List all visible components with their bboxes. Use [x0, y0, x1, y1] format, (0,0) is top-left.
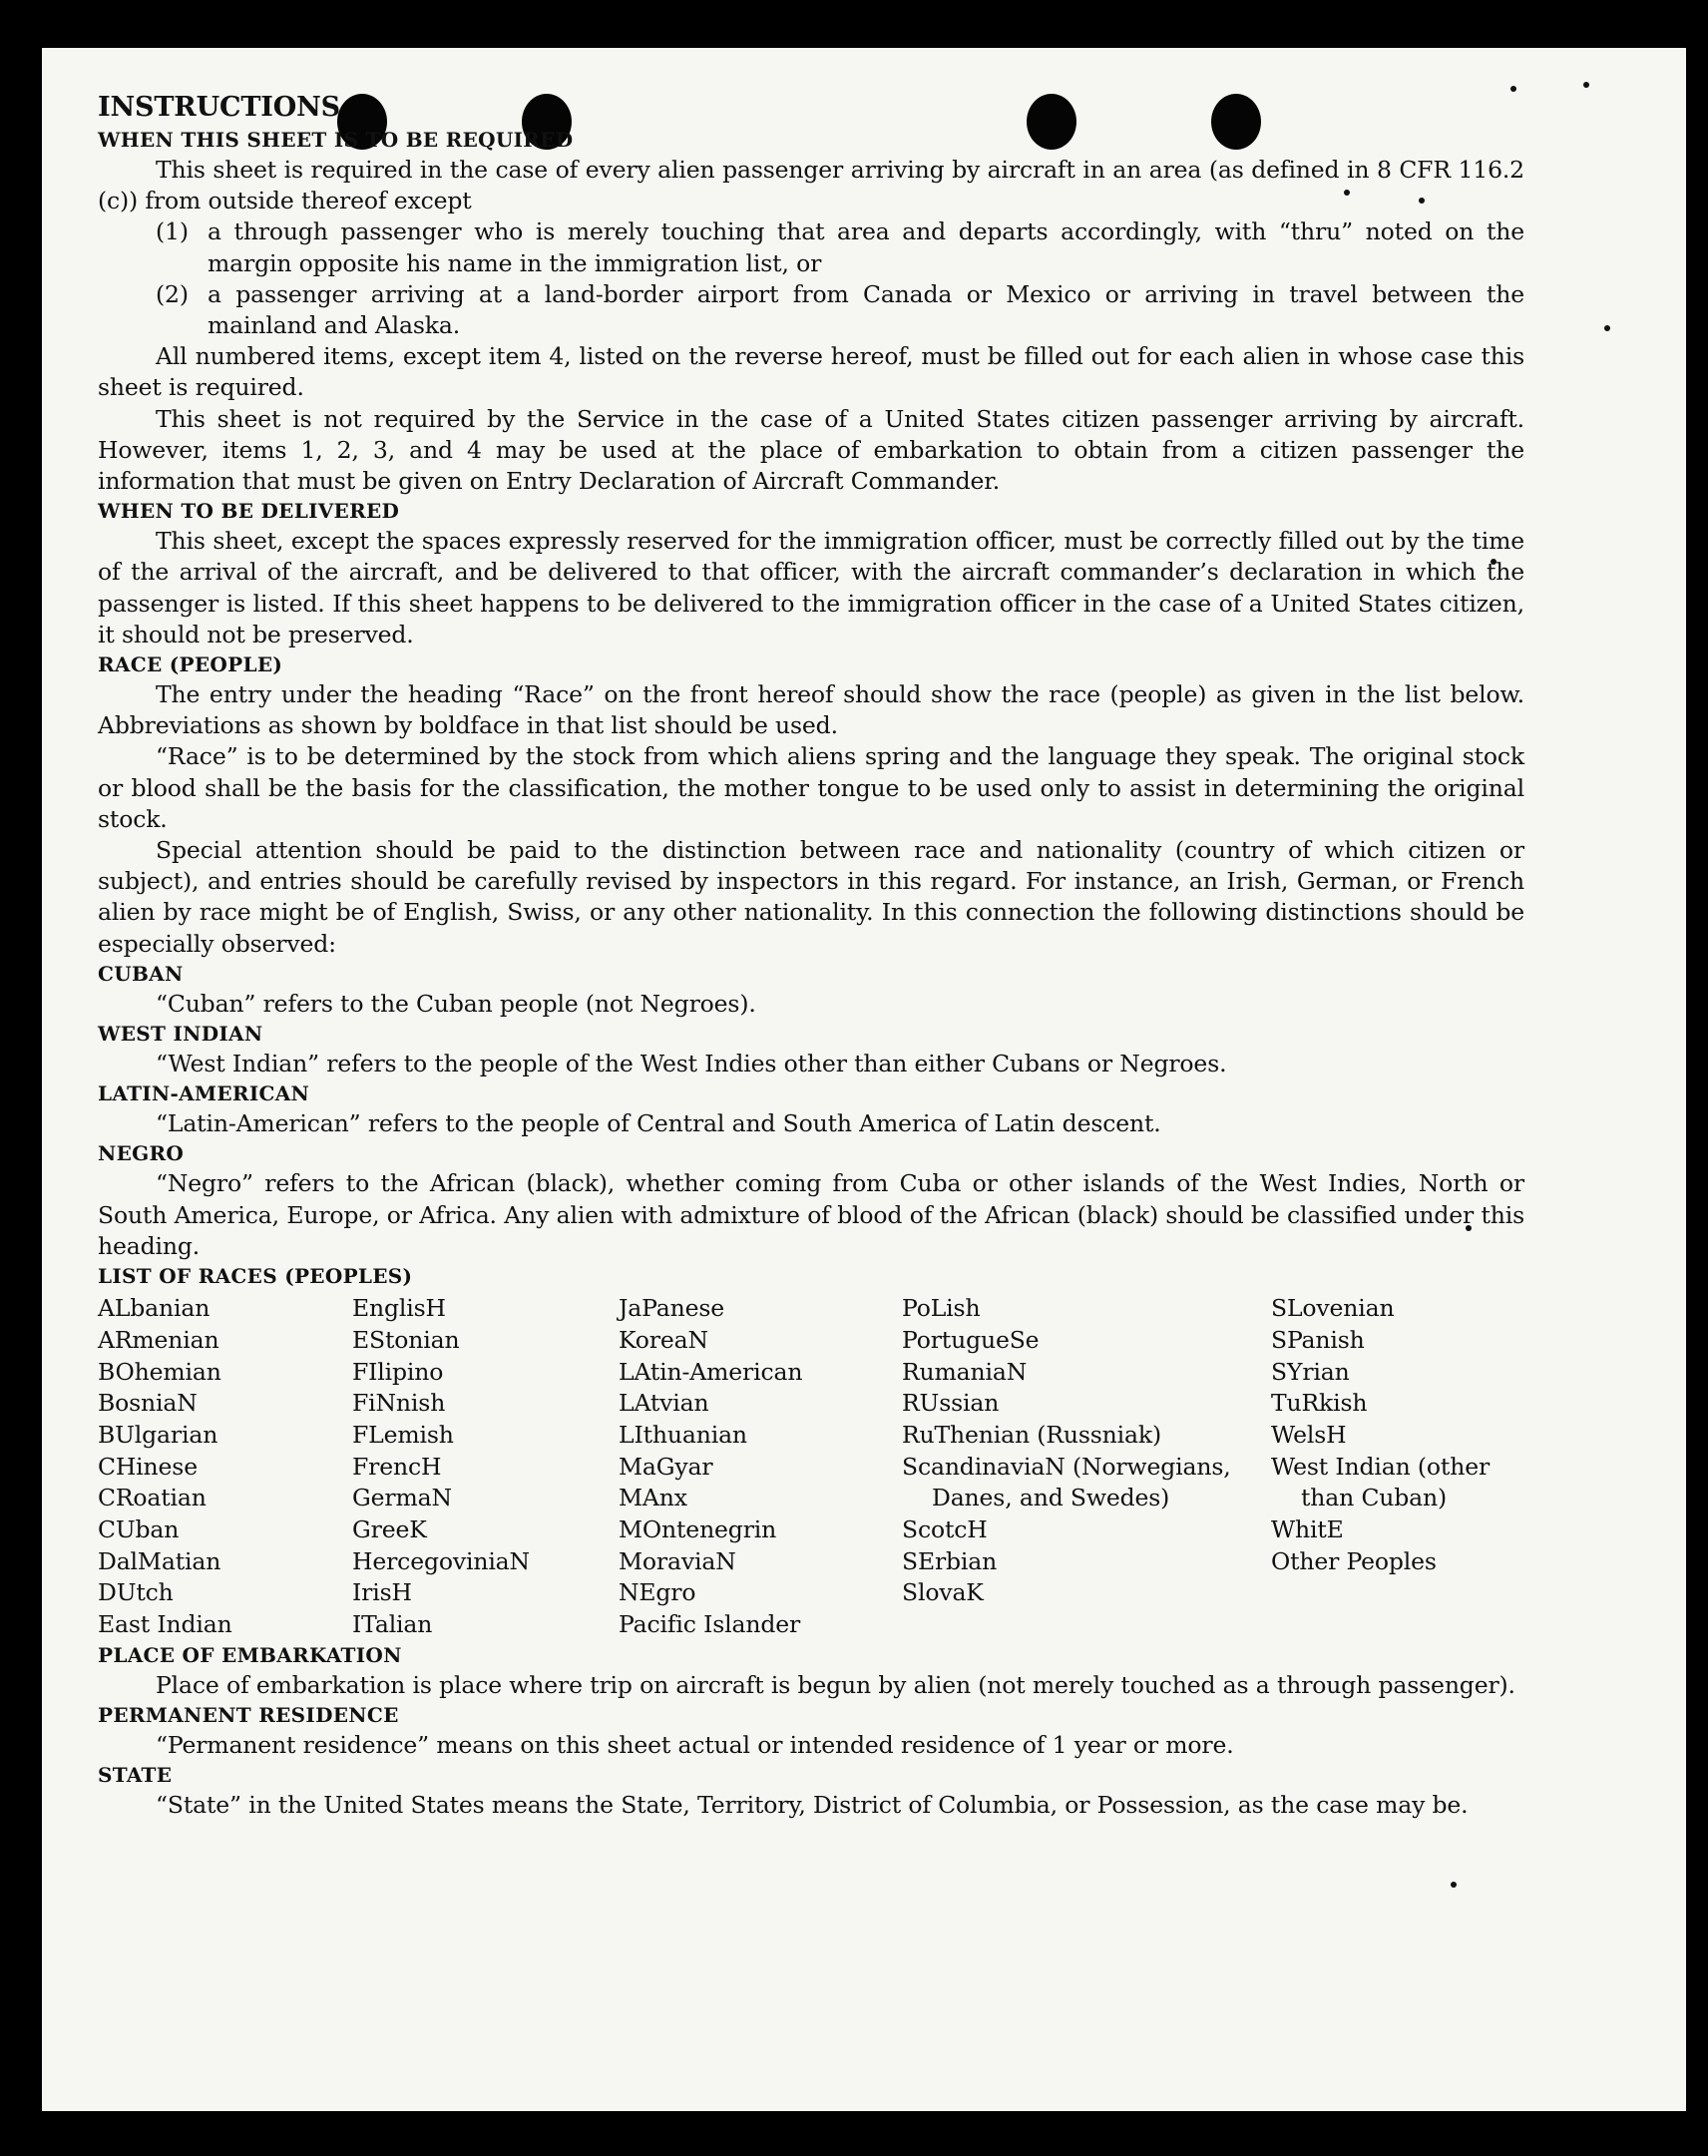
race-entry: PoLish	[902, 1294, 981, 1323]
race-entry: LIthuanian	[619, 1420, 747, 1449]
race-paragraph-1: The entry under the heading “Race” on the front hereof should show the race (people) as given in the list below. Abbreviations as shown by boldface in that list should be used.	[98, 680, 1524, 740]
race-entry: HercegoviniaN	[352, 1546, 530, 1575]
ink-speck	[1583, 82, 1589, 88]
item-number: (2)	[156, 279, 189, 308]
citizen-paragraph: This sheet is not required by the Service in the case of a United States citizen passenger arriving by aircraft. However, items 1, 2, 3, and 4 may be used at the place of embarkation to obtain from a citizen passenger the information that must be given on Entry Declaration of Aircraft Commander.	[98, 404, 1524, 496]
race-entry: RuThenian (Russniak)	[902, 1420, 1161, 1449]
race-entry: FIlipino	[352, 1357, 444, 1386]
item-number: (1)	[156, 217, 189, 246]
section-heading-required: WHEN THIS SHEET IS TO BE REQUIRED	[98, 128, 574, 152]
race-entry: GreeK	[352, 1515, 427, 1544]
latin-american-definition: “Latin-American” refers to the people of Central and South America of Latin descent.	[156, 1109, 1161, 1138]
race-entry: SlovaK	[902, 1578, 984, 1607]
race-entry: BosniaN	[98, 1389, 198, 1418]
race-entry: MaGyar	[619, 1452, 713, 1481]
race-entry: ITalian	[352, 1610, 433, 1639]
race-entry: SPanish	[1271, 1325, 1365, 1354]
race-entry: DalMatian	[98, 1546, 221, 1575]
race-entry: MOntenegrin	[619, 1515, 777, 1544]
races-column	[619, 1293, 902, 1641]
race-paragraph-3: Special attention should be paid to the distinction between race and nationality (country of which citizen or subject), and entries should be carefully revised by inspectors in this regard. For instance, an Irish, German, or French alien by race might be of English, Swiss, or any other nationality. In this connection the following distinctions should be especially observed:	[98, 836, 1524, 958]
race-entry: BOhemian	[98, 1357, 221, 1386]
race-entry: FLemish	[352, 1420, 454, 1449]
embarkation-definition: Place of embarkation is place where trip on aircraft is begun by alien (not merely touched as a through passenger).	[156, 1670, 1515, 1699]
item-text: a passenger arriving at a land-border airport from Canada or Mexico or arriving in travel between the mainland and Alaska.	[208, 279, 1524, 340]
race-entry: East Indian	[98, 1610, 232, 1639]
race-entry: CHinese	[98, 1452, 198, 1481]
race-entry: LAtvian	[619, 1389, 709, 1418]
race-entry: KoreaN	[619, 1325, 708, 1354]
races-column	[98, 1293, 352, 1641]
race-entry: EStonian	[352, 1325, 460, 1354]
race-entry: MoraviaN	[619, 1546, 736, 1575]
ink-speck	[1604, 325, 1610, 331]
cuban-definition: “Cuban” refers to the Cuban people (not Negroes).	[156, 989, 756, 1018]
race-entry: CRoatian	[98, 1484, 207, 1512]
race-entry: GermaN	[352, 1484, 452, 1512]
races-column	[902, 1293, 1271, 1641]
race-entry: EnglisH	[352, 1294, 446, 1323]
race-entry: IrisH	[352, 1578, 412, 1607]
race-entry: NEgro	[619, 1578, 696, 1607]
races-list	[98, 1293, 1524, 1641]
item-text: a through passenger who is merely touching that area and departs accordingly, with “thru” noted on the margin opposite his name in the immigration list, or	[208, 217, 1524, 277]
ink-speck	[1451, 1882, 1457, 1888]
race-entry: RUssian	[902, 1389, 1000, 1418]
state-definition: “State” in the United States means the State, Territory, District of Columbia, or Possession, as the case may be.	[156, 1791, 1469, 1820]
exception-item	[98, 279, 1524, 341]
section-heading-latin-american: LATIN-AMERICAN	[98, 1081, 310, 1106]
page-title: INSTRUCTIONS	[98, 92, 340, 123]
section-heading-cuban: CUBAN	[98, 961, 184, 986]
required-intro: This sheet is required in the case of every alien passenger arriving by aircraft in an area (as defined in 8 CFR 116.2 (c)) from outside thereof except	[98, 156, 1524, 216]
race-entry: MAnx	[619, 1484, 687, 1512]
numbered-items-paragraph: All numbered items, except item 4, listed on the reverse hereof, must be filled out for each alien in whose case this sheet is required.	[98, 342, 1524, 402]
race-entry: SLovenian	[1271, 1294, 1395, 1323]
negro-definition: “Negro” refers to the African (black), whether coming from Cuba or other islands of the West Indies, North or South America, Europe, or Africa. Any alien with admixture of blood of the African (black) should be classified under this heading.	[98, 1169, 1524, 1260]
race-entry: FiNnish	[352, 1389, 446, 1418]
residence-definition: “Permanent residence” means on this sheet actual or intended residence of 1 year or more.	[156, 1731, 1234, 1760]
race-entry: DUtch	[98, 1578, 174, 1607]
race-entry: FrencH	[352, 1452, 442, 1481]
race-entry: BUlgarian	[98, 1420, 218, 1449]
race-entry: WelsH	[1271, 1420, 1347, 1449]
section-heading-negro: NEGRO	[98, 1141, 185, 1166]
race-paragraph-2: “Race” is to be determined by the stock from which aliens spring and the language they speak. The original stock or blood shall be the basis for the classification, the mother tongue to be used only to assist in determining the original stock.	[98, 742, 1524, 833]
race-entry: ScandinaviaN (Norwegians, Danes, and Swedes)	[902, 1452, 1231, 1512]
races-column	[1271, 1293, 1524, 1641]
exception-item	[98, 216, 1524, 278]
section-heading-state: STATE	[98, 1763, 173, 1788]
section-heading-embarkation: PLACE OF EMBARKATION	[98, 1642, 402, 1667]
race-entry: JaPanese	[619, 1294, 725, 1323]
races-column	[352, 1293, 619, 1641]
instructions-text	[98, 90, 1524, 1821]
race-entry: Other Peoples	[1271, 1546, 1437, 1575]
race-entry: RumaniaN	[902, 1357, 1028, 1386]
section-heading-races-list: LIST OF RACES (PEOPLES)	[98, 1264, 413, 1289]
section-heading-delivered: WHEN TO BE DELIVERED	[98, 499, 400, 524]
race-entry: PortugueSe	[902, 1325, 1040, 1354]
race-entry: SErbian	[902, 1546, 998, 1575]
section-heading-residence: PERMANENT RESIDENCE	[98, 1703, 399, 1728]
race-entry: West Indian (other than Cuban)	[1271, 1452, 1491, 1512]
race-entry: ALbanian	[98, 1294, 211, 1323]
race-entry: TuRkish	[1271, 1389, 1368, 1418]
race-entry: WhitE	[1271, 1515, 1344, 1544]
race-entry: SYrian	[1271, 1357, 1350, 1386]
race-entry: LAtin-American	[619, 1357, 803, 1386]
delivered-paragraph: This sheet, except the spaces expressly reserved for the immigration officer, must be correctly filled out by the time of the arrival of the aircraft, and be delivered to that officer, with the aircraft commander’s declaration in which the passenger is listed. If this sheet happens to be delivered to the immigration officer in the case of a United States citizen, it should not be preserved.	[98, 527, 1524, 648]
race-entry: ARmenian	[98, 1325, 219, 1354]
west-indian-definition: “West Indian” refers to the people of the West Indies other than either Cubans or Negroes.	[156, 1050, 1227, 1078]
section-heading-west-indian: WEST INDIAN	[98, 1022, 263, 1047]
race-entry: ScotcH	[902, 1515, 988, 1544]
race-entry: Pacific Islander	[619, 1610, 801, 1639]
race-entry: CUban	[98, 1515, 180, 1544]
section-heading-race: RACE (PEOPLE)	[98, 652, 283, 677]
